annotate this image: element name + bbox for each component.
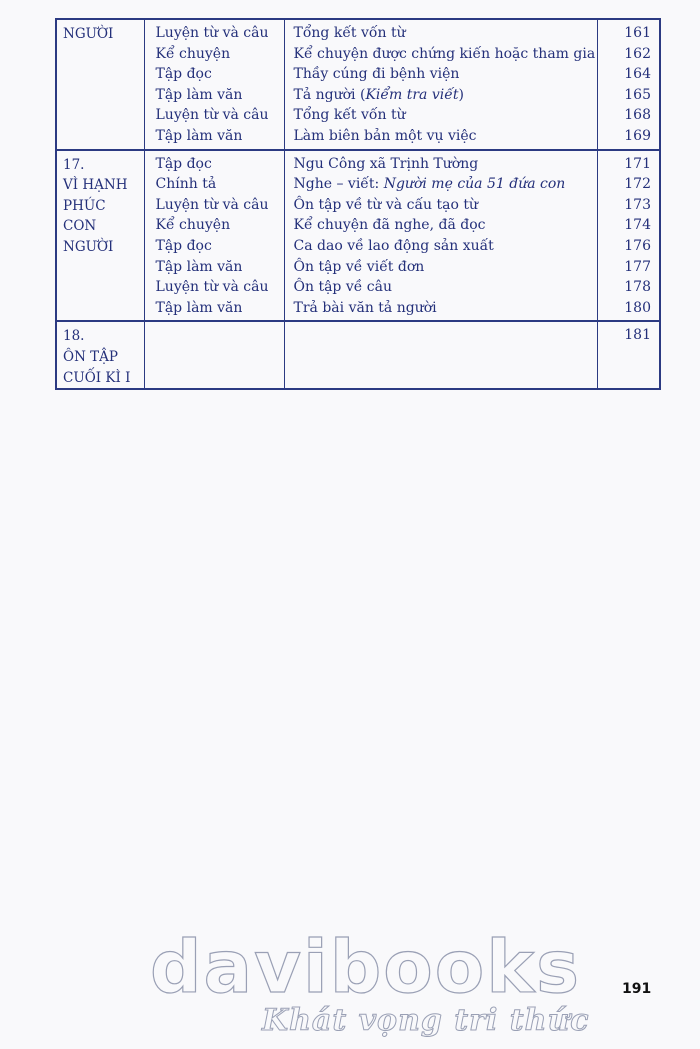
subject-label: Tập làm văn	[155, 127, 243, 144]
lesson-title-text: Ngu Công xã Trịnh Tường	[293, 155, 479, 172]
lesson-title	[294, 126, 597, 147]
lesson-title-text: Kể chuyện đã nghe, đã đọc	[293, 217, 486, 234]
lesson-title	[294, 44, 597, 65]
lesson-title	[294, 277, 597, 298]
subject-label: Luyện từ và câu	[155, 279, 269, 296]
lesson-title-text: Làm biên bản một vụ việc	[293, 127, 477, 144]
page-ref: 165	[624, 86, 651, 103]
page-ref: 177	[624, 258, 651, 275]
toc-unit-group	[56, 19, 660, 150]
subject-label: Kể chuyện	[155, 217, 231, 234]
lesson-title-text: Ôn tập về viết đơn	[293, 258, 425, 275]
toc-unit-group	[56, 150, 660, 322]
unit-title	[56, 321, 144, 389]
lesson-title-text: Thầy cúng đi bệnh viện	[293, 66, 460, 83]
subject-label: Luyện từ và câu	[155, 196, 269, 213]
lesson-column	[284, 321, 597, 389]
unit-title-line: VÌ HẠNH	[63, 177, 128, 194]
page-column	[597, 19, 660, 150]
lesson-title-text: Tổng kết vốn từ	[293, 107, 406, 124]
subject-column	[144, 19, 284, 150]
subject-column	[144, 321, 284, 389]
page-ref: 176	[624, 237, 651, 254]
unit-title-line: 17.	[63, 156, 85, 173]
page-ref: 181	[624, 327, 651, 344]
page-number: 191	[622, 981, 652, 997]
page-ref: 172	[624, 176, 651, 193]
toc-body	[56, 19, 660, 389]
lesson-title-text: Trả bài văn tả người	[293, 299, 437, 316]
lesson-title-italic: Người mẹ của 51 đứa con	[383, 176, 566, 193]
lesson-title-text: Kể chuyện được chứng kiến hoặc tham gia	[293, 45, 596, 62]
lesson-title-text: Ôn tập về câu	[293, 279, 393, 296]
subject-label: Tập đọc	[155, 237, 212, 254]
unit-title-line: PHÚC	[63, 197, 106, 214]
page-ref: 178	[624, 279, 651, 296]
lesson-title	[294, 105, 597, 126]
lesson-title	[294, 298, 597, 319]
subject-label: Luyện từ và câu	[155, 107, 269, 124]
page-ref: 169	[624, 127, 651, 144]
lesson-title	[294, 195, 597, 216]
unit-title-line: NGƯỜI	[63, 26, 114, 42]
lesson-column	[284, 150, 597, 322]
subject-label	[156, 325, 284, 346]
subject-label: Tập làm văn	[155, 86, 243, 103]
toc-unit-group	[56, 321, 660, 389]
lesson-title-text: Nghe – viết:	[293, 176, 384, 193]
unit-title	[56, 19, 144, 150]
page-ref: 162	[624, 45, 651, 62]
unit-title-line: NGƯỜI	[63, 238, 114, 255]
unit-title-line: 18.	[63, 328, 85, 345]
unit-title-line: CON	[63, 218, 97, 235]
lesson-title-text: Tổng kết vốn từ	[293, 25, 406, 41]
page-column	[597, 150, 660, 322]
subject-label: Chính tả	[155, 176, 217, 193]
page-ref: 180	[624, 299, 651, 316]
lesson-title-text: Tả người (	[293, 86, 366, 103]
lesson-title	[294, 257, 597, 278]
lesson-title-text: Ôn tập về từ và cấu tạo từ	[293, 196, 478, 213]
page-ref: 161	[624, 25, 651, 41]
unit-title	[56, 150, 144, 322]
watermark-logo: davibooks	[150, 925, 581, 1009]
lesson-title	[294, 85, 597, 106]
subject-column	[144, 150, 284, 322]
table-of-contents	[55, 18, 661, 390]
subject-label: Tập đọc	[155, 155, 212, 172]
unit-title-line: ÔN TẬP	[63, 348, 119, 365]
lesson-title-suffix: )	[458, 86, 464, 103]
subject-label: Kể chuyện	[155, 45, 231, 62]
subject-label: Tập đọc	[155, 66, 212, 83]
page-ref: 168	[624, 107, 651, 124]
lesson-title	[294, 23, 597, 44]
lesson-title	[294, 325, 597, 346]
subject-label: Luyện từ và câu	[155, 25, 269, 41]
lesson-title	[294, 64, 597, 85]
page-ref: 164	[624, 66, 651, 83]
page-ref: 173	[624, 196, 651, 213]
subject-label: Tập làm văn	[155, 299, 243, 316]
lesson-title-italic: Kiểm tra viết	[365, 86, 459, 103]
lesson-column	[284, 19, 597, 150]
page-ref: 171	[624, 155, 651, 172]
subject-label: Tập làm văn	[155, 258, 243, 275]
lesson-title	[294, 154, 597, 175]
lesson-title	[294, 174, 597, 195]
lesson-title	[294, 215, 597, 236]
unit-title-line: CUỐI KÌ I	[63, 369, 131, 386]
page-ref: 174	[624, 217, 651, 234]
lesson-title-text: Ca dao về lao động sản xuất	[293, 237, 494, 254]
lesson-title	[294, 236, 597, 257]
watermark-tagline: Khát vọng tri thức	[262, 1003, 590, 1038]
page-column	[597, 321, 660, 389]
